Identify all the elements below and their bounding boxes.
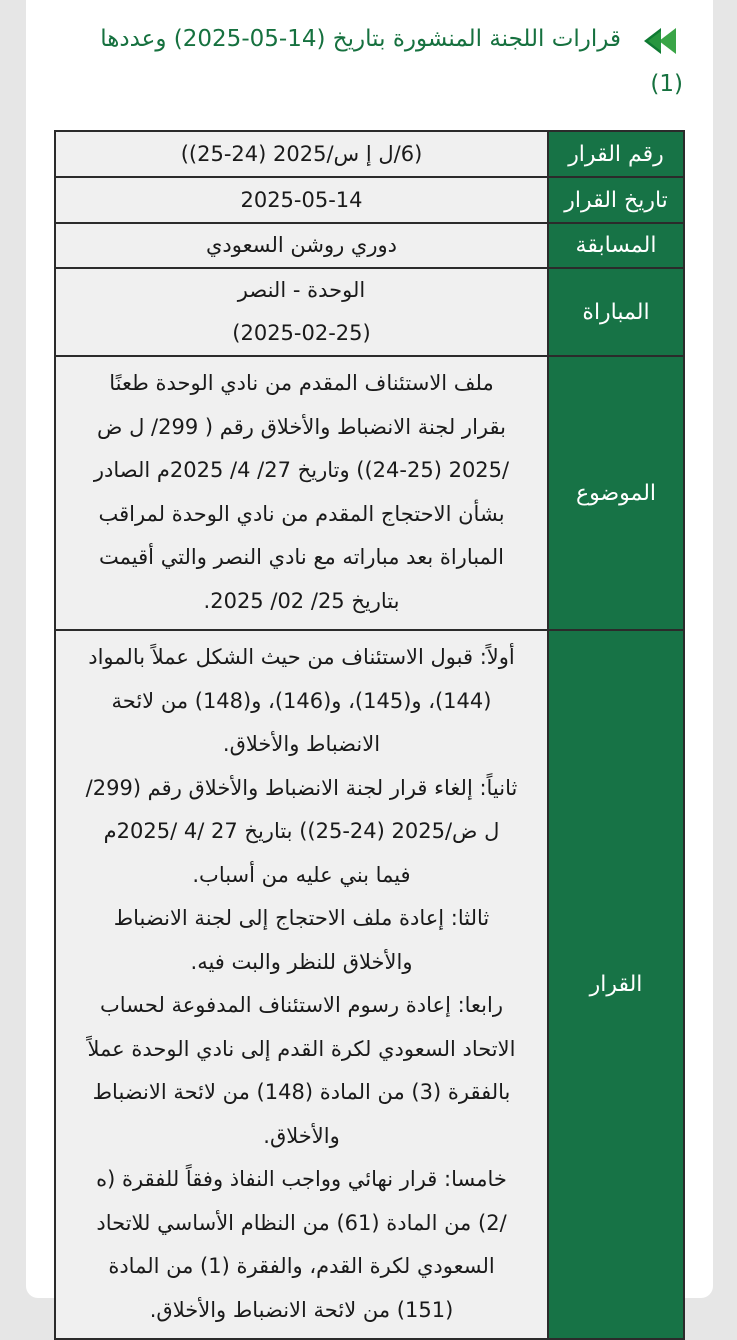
text-line: (2025-02-25)	[232, 321, 371, 345]
text-line: بتاريخ 25/ 02/ 2025.	[203, 588, 400, 613]
table-row-decision-number	[55, 131, 684, 177]
text-line: الوحدة - النصر	[237, 278, 366, 302]
text-line: السعودي لكرة القدم، والفقرة (1) من المادة	[108, 1254, 495, 1278]
text-line: (6/ل إ س/2025 (24-25))	[180, 141, 423, 166]
subject-value	[55, 356, 548, 630]
decision-number-label: رقم القرار	[548, 131, 684, 177]
match-value	[55, 268, 548, 356]
text-line: (151) من لائحة الانضباط والأخلاق.	[149, 1297, 454, 1322]
decisions-count: (1)	[650, 71, 683, 97]
content-card	[26, 0, 713, 1322]
table-row-competition	[55, 223, 684, 268]
text-line: 2025-05-14	[240, 187, 363, 212]
decision-table	[54, 130, 685, 1340]
subject-label: الموضوع	[548, 356, 684, 630]
text-line: /2) من المادة (61) من النظام الأساسي للاتحاد	[96, 1210, 507, 1235]
page-title	[54, 18, 621, 60]
competition-value	[55, 223, 548, 268]
text-line: والأخلاق.	[263, 1123, 340, 1148]
table-row-match	[55, 268, 684, 356]
text-line: الانضباط والأخلاق.	[222, 732, 381, 756]
text-line: (144)، و(145)، و(146)، و(148) من لائحة	[111, 688, 492, 713]
table-row-subject	[55, 356, 684, 630]
text-line: بقرار لجنة الانضباط والأخلاق رقم ( 299/ ل ض	[97, 414, 506, 439]
decision-value	[55, 630, 548, 1339]
text-line: رابعا: إعادة رسوم الاستئناف المدفوعة لحساب	[99, 993, 504, 1017]
section-header	[26, 0, 713, 110]
text-line: والأخلاق للنظر والبت فيه.	[190, 949, 413, 974]
text-line: بشأن الاحتجاج المقدم من نادي الوحدة لمراقب	[98, 501, 505, 526]
text-line: أولاً: قبول الاستئناف من حيث الشكل عملاً بالمواد	[88, 645, 515, 669]
text-line: بالفقرة (3) من المادة (148) من لائحة الانضباط	[92, 1080, 511, 1104]
text-line: /2025 (24-25)) وتاريخ 27/ 4/ 2025م الصادر	[93, 458, 510, 482]
header-title-text: قرارات اللجنة المنشورة بتاريخ (14-05-2025) وعددها	[100, 26, 621, 52]
table-row-decision	[55, 630, 684, 1339]
decision-date-label: تاريخ القرار	[548, 177, 684, 223]
match-label: المباراة	[548, 268, 684, 356]
text-line: ملف الاستئناف المقدم من نادي الوحدة طعنًا	[109, 371, 494, 395]
double-chevron-left-icon	[644, 26, 680, 56]
text-line: ثانياً: إلغاء قرار لجنة الانضباط والأخلاق رقم (299/	[85, 775, 518, 800]
text-line: دوري روشن السعودي	[205, 233, 398, 257]
text-line: ل ض/2025 (24-25)) بتاريخ 27 /4 /2025م	[103, 819, 500, 843]
table-row-decision-date	[55, 177, 684, 223]
competition-label: المسابقة	[548, 223, 684, 268]
decision-number-value	[55, 131, 548, 177]
text-line: ثالثا: إعادة ملف الاحتجاج إلى لجنة الانضباط	[113, 906, 490, 930]
decision-label: القرار	[548, 630, 684, 1339]
text-line: المباراة بعد مباراته مع نادي النصر والتي أقيمت	[99, 545, 504, 569]
text-line: الاتحاد السعودي لكرة القدم إلى نادي الوحدة عملاً	[87, 1036, 516, 1061]
text-line: فيما بني عليه من أسباب.	[192, 862, 411, 887]
decision-date-value	[55, 177, 548, 223]
text-line: خامسا: قرار نهائي وواجب النفاذ وفقاً للفقرة (ه	[96, 1167, 507, 1191]
